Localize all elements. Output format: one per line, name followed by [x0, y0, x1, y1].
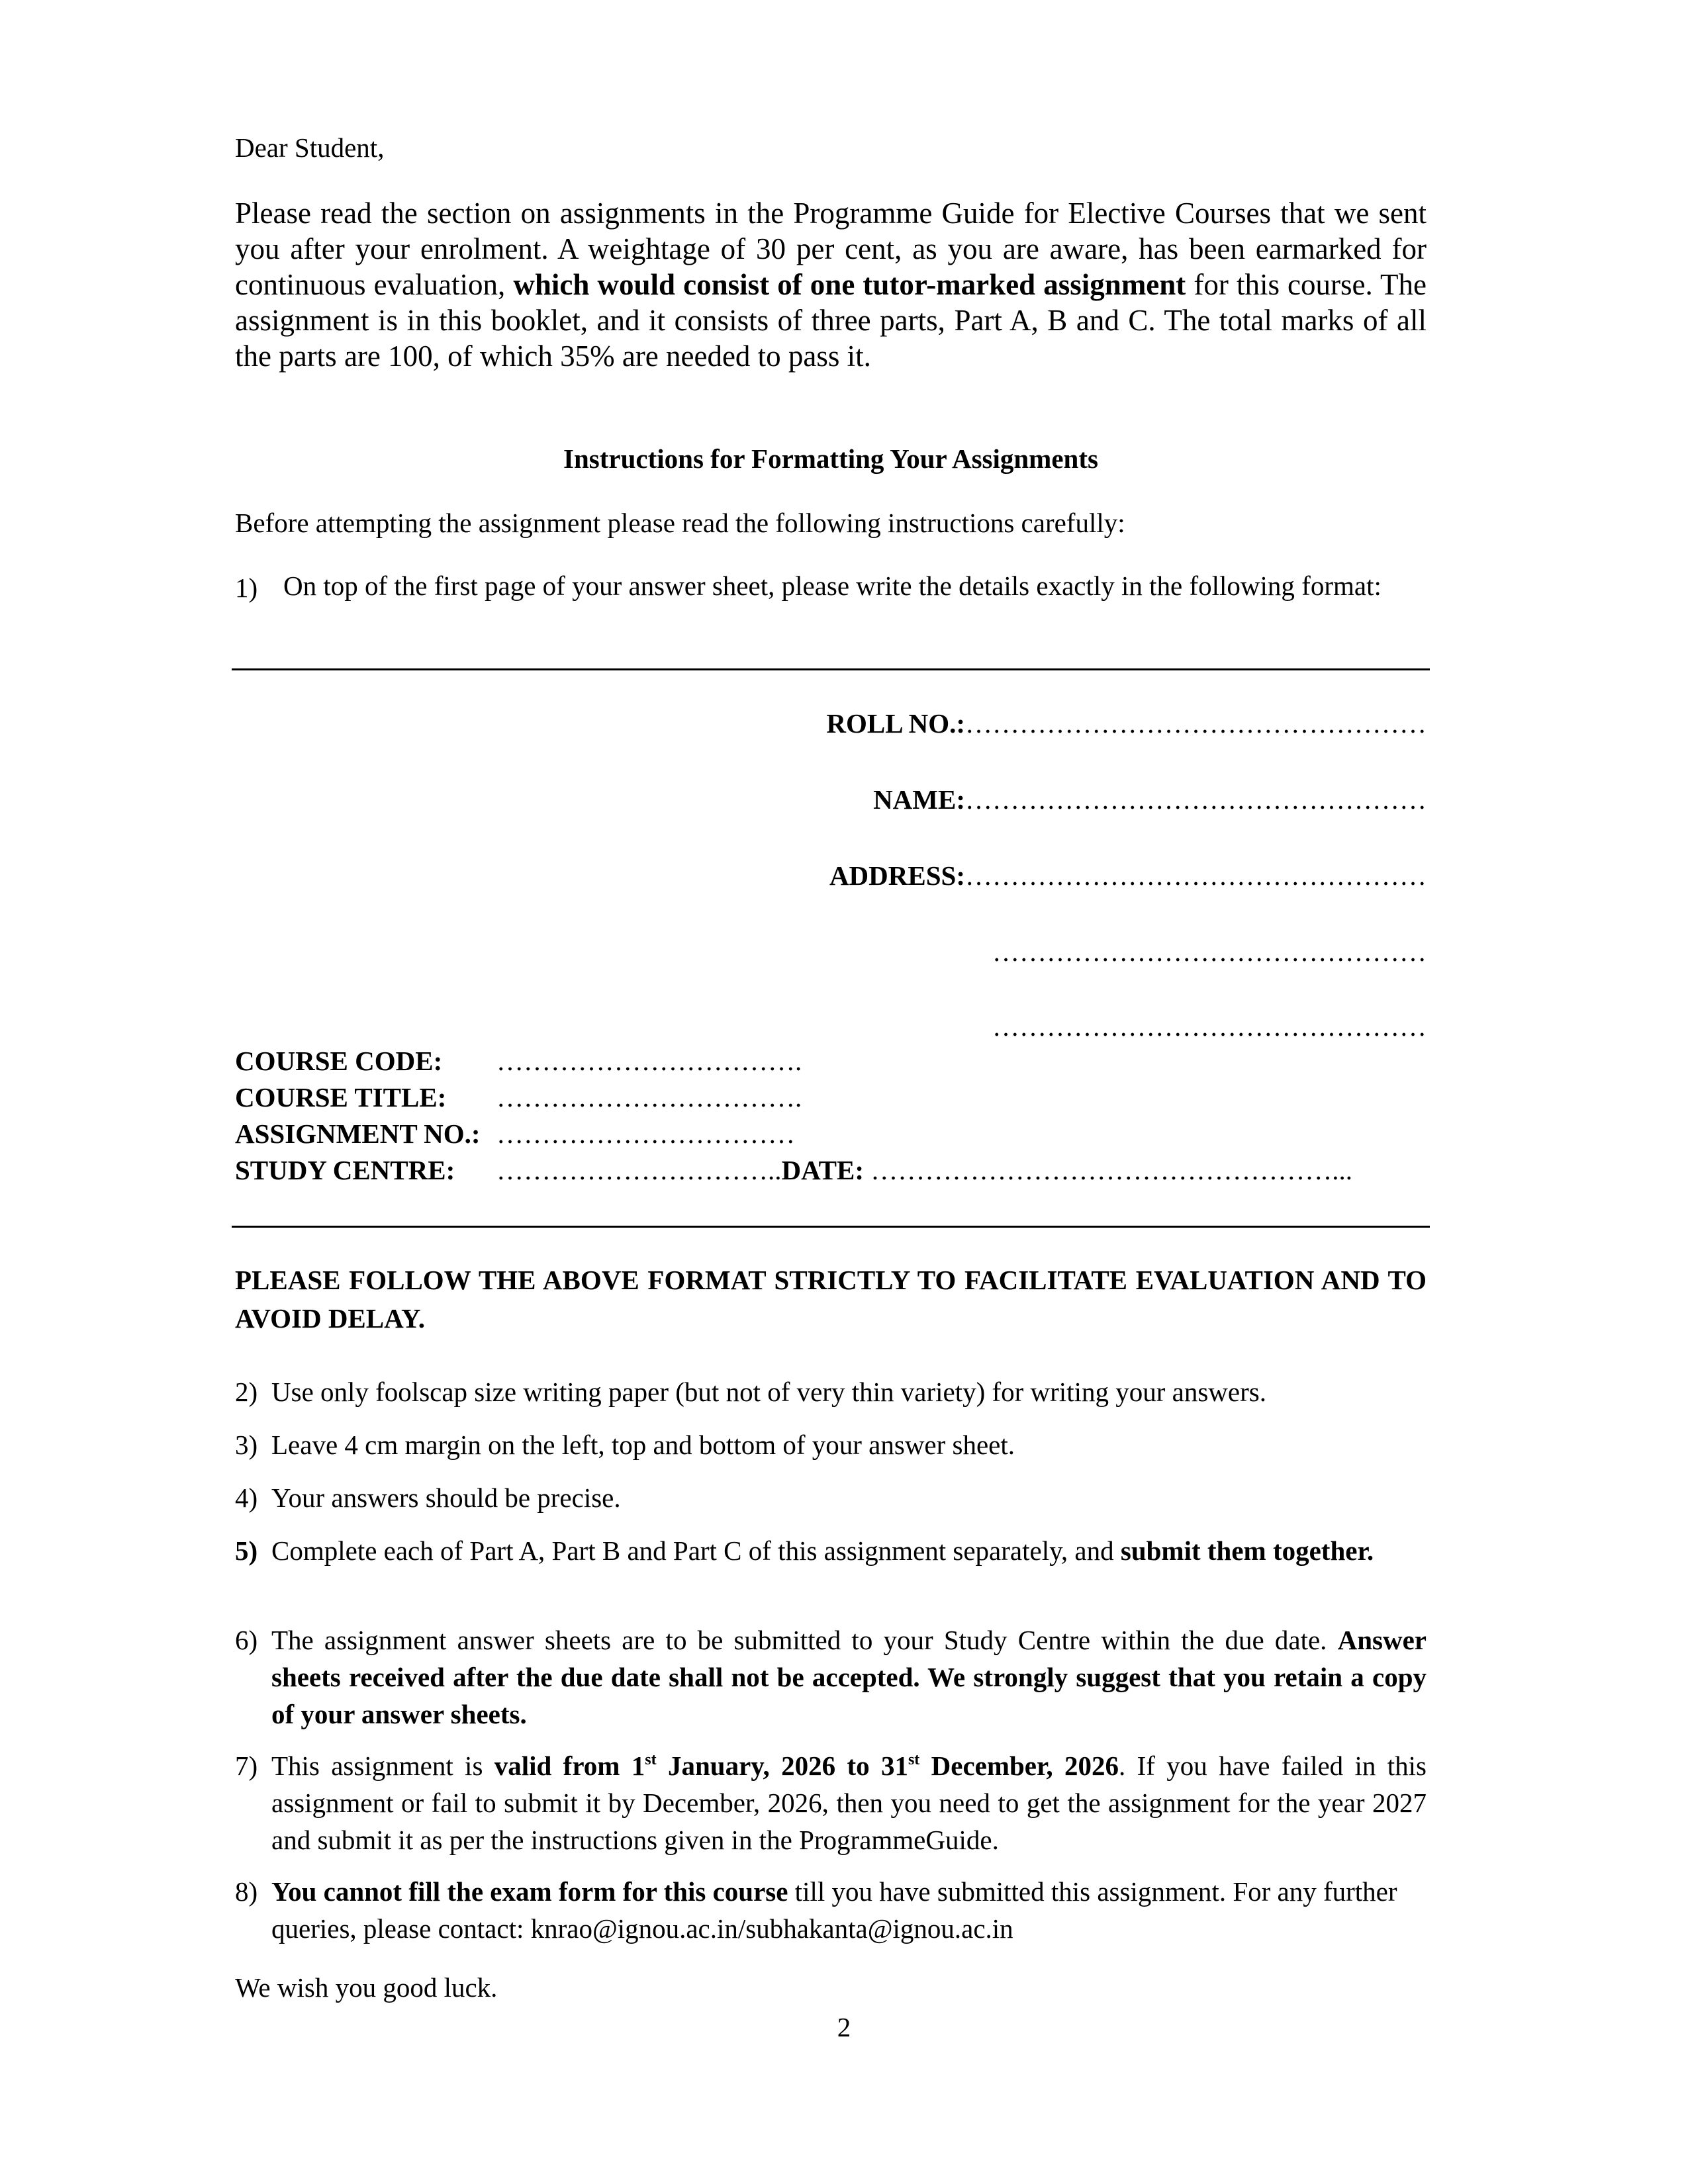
course-code-row — [235, 1042, 802, 1079]
item-2-text: Use only foolscap size writing paper (but not of very thin variety) for writing your answers. — [271, 1377, 1266, 1407]
before-text: Before attempting the assignment please read the following instructions carefully: — [235, 508, 1125, 538]
page-number: 2 — [837, 2012, 851, 2042]
address-field — [829, 857, 1427, 894]
item-7-number: 7) — [235, 1751, 258, 1781]
study-centre-row — [235, 1152, 1352, 1189]
date-label: DATE: — [781, 1155, 865, 1185]
date-dots: ……………………………………………... — [870, 1155, 1353, 1185]
intro-bold-text: which would consist of one tutor-marked assignment — [513, 268, 1186, 301]
item-8-bold: You cannot fill the exam form for this course — [271, 1876, 788, 1907]
closing-line: We wish you good luck. — [235, 1972, 498, 2003]
roll-no-field — [826, 705, 1427, 742]
course-title-dots: ……………………………. — [496, 1082, 802, 1113]
item-1-number: 1) — [235, 572, 258, 603]
course-title-label: COURSE TITLE: — [235, 1082, 447, 1113]
study-centre-dots: ………………………….. — [496, 1155, 782, 1185]
item-1-text: On top of the first page of your answer sheet, please write the details exactly in the following format: — [283, 570, 1382, 601]
roll-no-dots: …………………………………………… — [965, 708, 1427, 739]
name-dots: …………………………………………… — [965, 784, 1427, 815]
roll-no-label: ROLL NO.: — [826, 708, 965, 739]
address-dots: …………………………………………… — [965, 860, 1427, 891]
assignment-no-row — [235, 1115, 795, 1152]
item-4-text: Your answers should be precise. — [271, 1482, 621, 1513]
format-top-rule — [232, 668, 1430, 670]
item-6-number: 6) — [235, 1625, 258, 1655]
intro-text-2: for this course. The assignment is in this booklet, and it consists of three parts, Part A, B and C. The total marks of all the parts are 100, of which 35% are needed to pass it. — [235, 268, 1427, 373]
item-5-number: 5) — [235, 1535, 258, 1566]
salutation: Dear Student, — [235, 132, 385, 163]
assignment-no-dots: …………………………… — [496, 1118, 795, 1149]
name-label: NAME: — [873, 784, 965, 815]
study-centre-label: STUDY CENTRE: — [235, 1155, 455, 1185]
instructions-heading: Instructions for Formatting Your Assignments — [563, 443, 1098, 474]
item-7-bold: valid from 1st January, 2026 to 31st December, 2026 — [494, 1751, 1119, 1781]
address-line-2: ………………………………………… — [992, 936, 1427, 967]
item-3-text: Leave 4 cm margin on the left, top and bottom of your answer sheet. — [271, 1430, 1015, 1460]
format-bottom-rule — [232, 1226, 1430, 1228]
assignment-no-label: ASSIGNMENT NO.: — [235, 1118, 481, 1149]
intro-paragraph — [235, 195, 1427, 374]
item-5-bold: submit them together. — [1120, 1535, 1374, 1566]
item-3-number: 3) — [235, 1430, 258, 1460]
format-notice: PLEASE FOLLOW THE ABOVE FORMAT STRICTLY TO FACILITATE EVALUATION AND TO AVOID DELAY. — [235, 1265, 1427, 1334]
name-field — [873, 781, 1427, 818]
item-8-number: 8) — [235, 1876, 258, 1907]
course-code-dots: ……………………………. — [496, 1046, 802, 1076]
item-5-text: Complete each of Part A, Part B and Part C of this assignment separately, and submit them together. — [271, 1535, 1374, 1566]
item-8-text: You cannot fill the exam form for this course till you have submitted this assignment. For any further queries, please contact: knrao@ignou.ac.in/subhakanta@ignou.ac.in — [271, 1876, 1397, 1944]
item-6-bold: Answer sheets received after the due date shall not be accepted. We strongly suggest that you retain a copy of your answer sheets. — [271, 1625, 1427, 1729]
item-2-number: 2) — [235, 1377, 258, 1407]
address-label: ADDRESS: — [829, 860, 965, 891]
course-code-label: COURSE CODE: — [235, 1046, 443, 1076]
course-title-row — [235, 1079, 802, 1116]
intro-text-1: Please read the section on assignments in the Programme Guide for Elective Courses that we sent you after your enrolment. A weightage of 30 per cent, as you are aware, has been earmarked for continuous evaluation, — [235, 197, 1427, 301]
item-4-number: 4) — [235, 1482, 258, 1513]
item-6-text: The assignment answer sheets are to be submitted to your Study Centre within the due date. Answer sheets received after the due date shall not be accepted. We strongly suggest that you retain a copy of your answer sheets. — [271, 1625, 1427, 1729]
item-7-text: This assignment is valid from 1st January, 2026 to 31st December, 2026. If you have failed in this assignment or fail to submit it by December, 2026, then you need to get the assignment for the year 2027 and submit it as per the instructions given in the ProgrammeGuide. — [271, 1751, 1427, 1855]
address-line-3: ………………………………………… — [992, 1011, 1427, 1042]
